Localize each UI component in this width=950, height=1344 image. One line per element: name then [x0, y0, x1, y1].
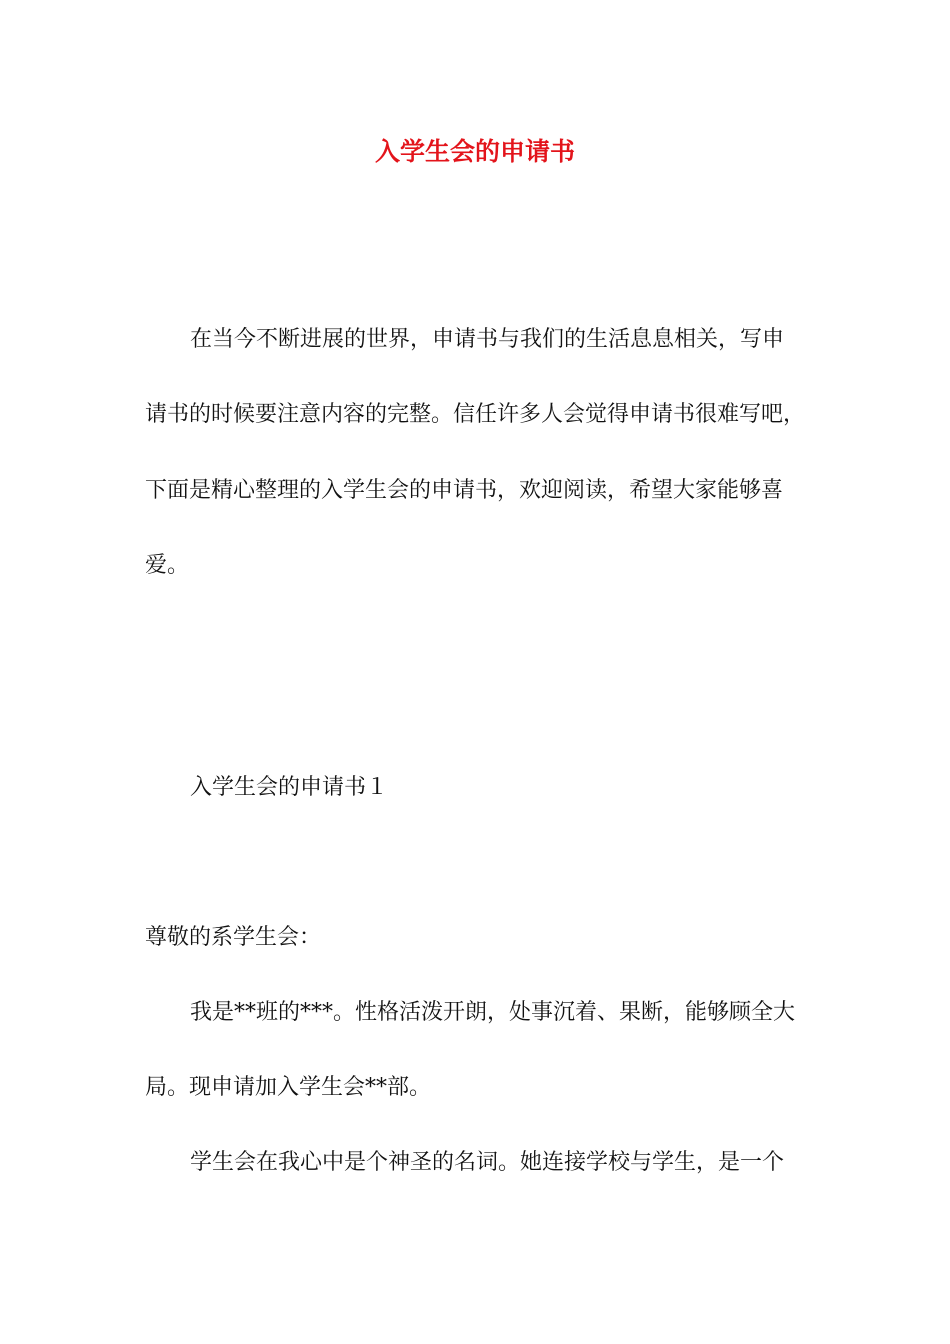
section-heading: 入学生会的申请书１ [190, 775, 389, 800]
body-line-1: 我是**班的***。性格活泼开朗，处事沉着、果断，能够顾全大 [190, 1000, 796, 1025]
salutation: 尊敬的系学生会： [145, 925, 322, 950]
intro-line-4: 爱。 [145, 553, 190, 578]
intro-line-3: 下面是精心整理的入学生会的申请书，欢迎阅读，希望大家能够喜 [145, 478, 784, 503]
document-title: 入学生会的申请书 [374, 137, 575, 166]
intro-line-2: 请书的时候要注意内容的完整。信任许多人会觉得申请书很难写吧， [145, 402, 806, 427]
body-line-2: 局。现申请加入学生会**部。 [145, 1075, 432, 1100]
intro-line-1: 在当今不断进展的世界，申请书与我们的生活息息相关，写申 [190, 327, 785, 352]
body-line-3: 学生会在我心中是个神圣的名词。她连接学校与学生，是一个 [190, 1150, 785, 1175]
